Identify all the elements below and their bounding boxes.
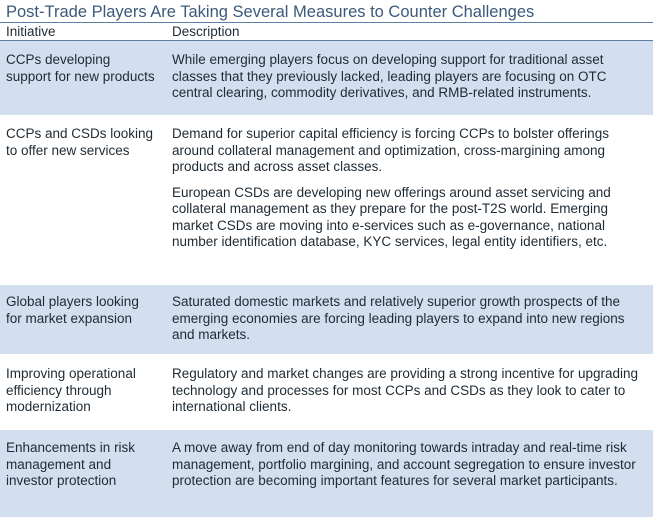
table-row [0,430,653,517]
row-initiative: Enhancements in risk management and investor protection [6,440,136,488]
row-description [172,294,648,344]
table-row [0,355,653,429]
page-title: Post-Trade Players Are Taking Several Measures to Counter Challenges [6,3,535,21]
column-header-description: Description [172,24,240,39]
row-description [172,440,648,490]
column-header-initiative: Initiative [6,24,56,39]
row-initiative: CCPs developing support for new products [6,52,155,84]
row-description [172,366,648,416]
description-paragraph: While emerging players focus on developing support for traditional asset classes that they previously lacked, leading players are focusing on OTC central clearing, commodity derivatives, and RMB-related instruments. [172,52,607,100]
description-paragraph: A move away from end of day monitoring towards intraday and real-time risk management, portfolio margining, and account segregation to ensure investor protection are becoming important features for several market participants. [172,440,636,488]
row-initiative: CCPs and CSDs looking to offer new services [6,126,154,158]
row-description [172,126,648,251]
description-paragraph: Demand for superior capital efficiency is forcing CCPs to bolster offerings around collateral management and optimization, cross-margining among products and across asset classes. [172,126,609,174]
table-header [0,22,653,41]
row-initiative: Global players looking for market expansion [6,294,139,326]
description-paragraph: Saturated domestic markets and relatively superior growth prospects of the emerging economies are forcing leading players to expand into new regions and markets. [172,294,625,342]
row-initiative: Improving operational efficiency through modernization [6,366,136,414]
table-row [0,285,653,354]
row-description [172,52,648,102]
table-row [0,41,653,115]
table-row [0,116,653,284]
description-paragraph: European CSDs are developing new offerings around asset servicing and collateral management as they prepare for the post-T2S world. Emerging market CSDs are moving into e-services such as e-governance, national number identification database, KYC services, legal entity identifiers, etc. [172,184,611,249]
description-paragraph: Regulatory and market changes are providing a strong incentive for upgrading technology and processes for most CCPs and CSDs as they look to cater to international clients. [172,366,639,414]
